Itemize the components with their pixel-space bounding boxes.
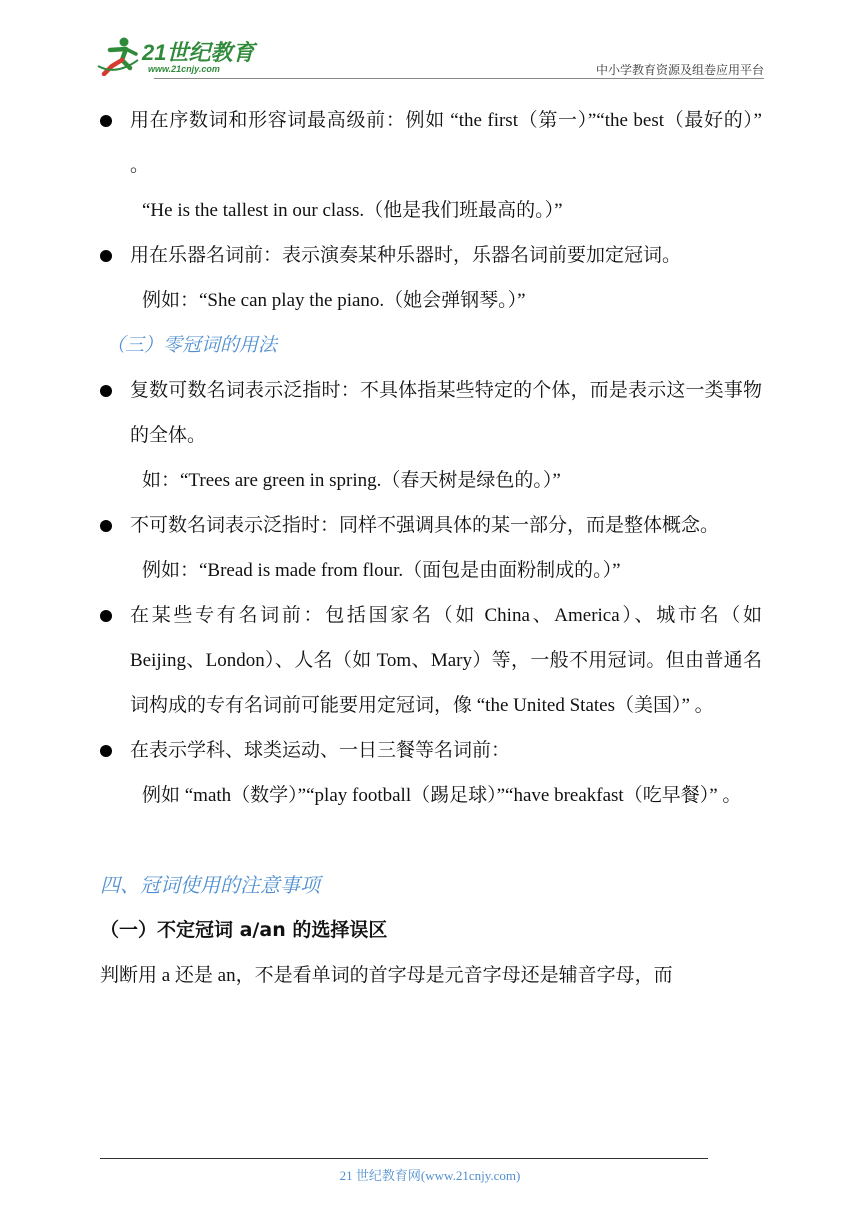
bullet-dot-icon — [100, 250, 112, 262]
bullet-dot-icon — [100, 745, 112, 757]
bullet-item — [100, 593, 762, 728]
example-line: 如：“Trees are green in spring.（春天树是绿色的。）” — [142, 470, 561, 491]
bullet-dot-icon — [100, 115, 112, 127]
bullet-dot-icon — [100, 520, 112, 532]
example-line: 例如：“She can play the piano.（她会弹钢琴。）” — [142, 290, 526, 311]
document-body — [100, 98, 762, 998]
section-heading: 四、冠词使用的注意事项 — [100, 873, 320, 897]
bullet-item — [100, 233, 762, 278]
bullet-text: 在表示学科、球类运动、一日三餐等名词前： — [130, 740, 511, 761]
site-logo — [96, 34, 266, 78]
page-header — [96, 30, 764, 80]
example-line: 例如 “math（数学）”“play football（踢足球）”“have breakfast（吃早餐）” 。 — [142, 785, 742, 806]
subsection-heading: （一）不定冠词 a/an 的选择误区 — [100, 919, 388, 941]
subsection-heading: （三）零冠词的用法 — [106, 334, 278, 356]
logo-wordmark: 21世纪教育 — [142, 40, 255, 65]
bullet-text: 不可数名词表示泛指时：同样不强调具体的某一部分，而是整体概念。 — [130, 515, 720, 536]
bullet-item — [100, 98, 762, 188]
platform-title: 中小学教育资源及组卷应用平台 — [595, 63, 764, 77]
bullet-text: 在某些专有名词前：包括国家名（如 China、America）、城市名（如 Beijing、London）、人名（如 Tom、Mary）等，一般不用冠词。但由普通名词构成的专有名词前可能要用定冠词，像 “the United States（美国）” 。 — [130, 605, 762, 716]
bullet-text: 用在序数词和形容词最高级前：例如 “the first（第一）”“the best（最好的）” 。 — [130, 110, 762, 176]
runner-logo-icon — [96, 36, 140, 76]
spacer — [100, 818, 762, 863]
bullet-text: 用在乐器名词前：表示演奏某种乐器时，乐器名词前要加定冠词。 — [130, 245, 682, 266]
header-divider — [154, 78, 764, 79]
bullet-dot-icon — [100, 385, 112, 397]
footer-text: 21 世纪教育网(www.21cnjy.com) — [339, 1168, 521, 1183]
bullet-item — [100, 368, 762, 458]
paragraph: 判断用 a 还是 an，不是看单词的首字母是元音字母还是辅音字母，而 — [100, 965, 673, 986]
footer-divider — [100, 1158, 708, 1159]
bullet-item — [100, 503, 762, 548]
bullet-text: 复数可数名词表示泛指时：不具体指某些特定的个体，而是表示这一类事物的全体。 — [130, 380, 762, 446]
example-line: “He is the tallest in our class.（他是我们班最高的。）” — [142, 200, 563, 221]
bullet-dot-icon — [100, 610, 112, 622]
example-line: 例如：“Bread is made from flour.（面包是由面粉制成的。）” — [142, 560, 621, 581]
bullet-item — [100, 728, 762, 773]
logo-url: www.21cnjy.com — [148, 64, 220, 74]
